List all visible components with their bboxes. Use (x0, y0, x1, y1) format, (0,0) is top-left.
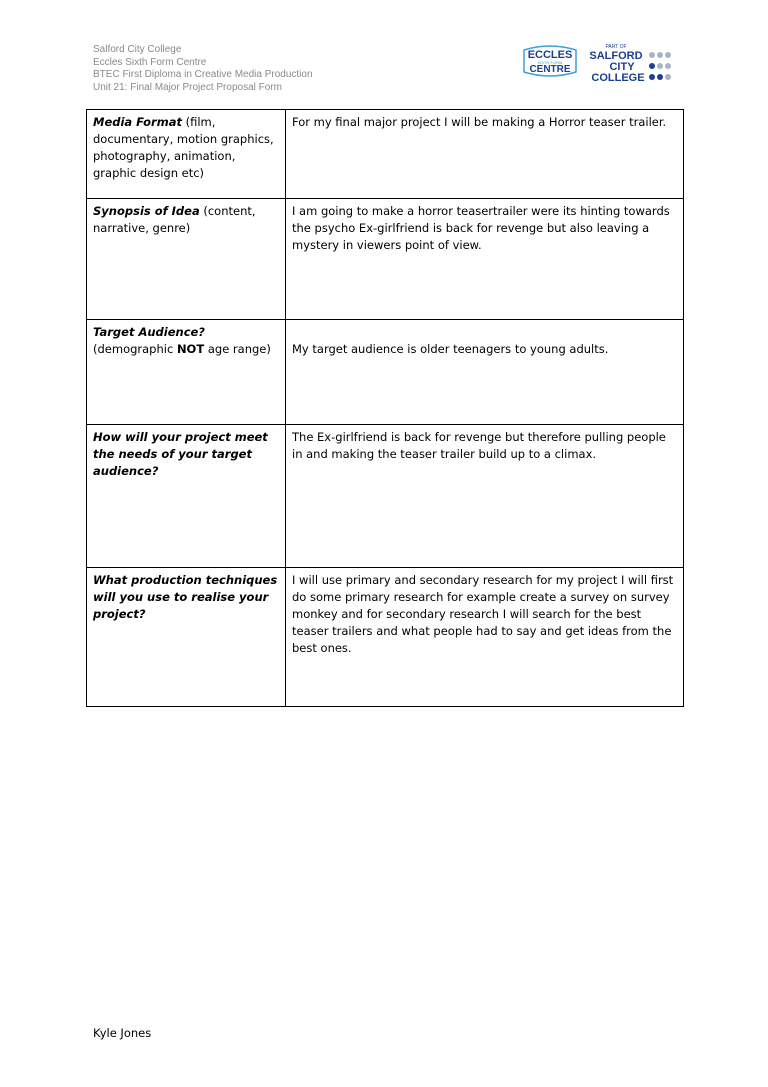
document-header (93, 44, 313, 94)
question-hint: (film, documentary, motion graphics, photography, animation, graphic design etc) (93, 115, 274, 180)
table-row (87, 320, 684, 425)
answer-text: For my final major project I will be making a Horror teaser trailer. (292, 115, 667, 129)
question-cell (87, 110, 286, 199)
question-hint-emphasis: NOT (176, 342, 205, 356)
question-label: Target Audience? (93, 325, 205, 339)
eccles-centre-logo (520, 44, 580, 78)
question-hint-end: age range) (204, 342, 271, 356)
question-cell (87, 568, 286, 707)
table-row (87, 199, 684, 320)
answer-text: I will use primary and secondary research for my project I will first do some primary research for example create a survey on survey monkey and for secondary research I will search for the best teaser trailers and what people had to say and get ideas from the best ones. (292, 573, 674, 655)
question-cell (87, 425, 286, 568)
answer-cell (286, 320, 684, 425)
table-row (87, 568, 684, 707)
answer-text: The Ex-girlfriend is back for revenge but therefore pulling people in and making the teaser trailer build up to a climax. (292, 430, 666, 461)
question-label: How will your project meet the needs of your target audience? (93, 430, 268, 478)
answer-cell (286, 425, 684, 568)
answer-text: I am going to make a horror teasertrailer were its hinting towards the psycho Ex-girlfriend is back for revenge but also leaving a mystery in viewers point of view. (292, 204, 670, 252)
answer-text: My target audience is older teenagers to young adults. (292, 342, 609, 356)
eccles-logo-subtext: SIXTH FORM (537, 60, 563, 65)
part-of-label: PART OF (605, 44, 627, 50)
question-label: What production techniques will you use to realise your project? (93, 573, 278, 621)
dot-grid-icon (649, 52, 671, 80)
question-hint: (demographic (93, 342, 177, 356)
question-cell (87, 320, 286, 425)
salford-logo-line1: SALFORD (589, 50, 643, 62)
answer-cell (286, 110, 684, 199)
eccles-logo-text: ECCLES (527, 49, 573, 61)
salford-logo-line3: COLLEGE (591, 72, 645, 84)
salford-logo-line2: CITY (609, 61, 635, 73)
salford-city-college-logo (586, 42, 678, 84)
header-centre: Eccles Sixth Form Centre (93, 56, 207, 68)
question-cell (87, 199, 286, 320)
table-row (87, 425, 684, 568)
question-hint: (content, narrative, genre) (93, 204, 256, 235)
header-course: BTEC First Diploma in Creative Media Production (93, 69, 313, 80)
header-college: Salford City College (93, 44, 182, 55)
answer-cell (286, 199, 684, 320)
author-name: Kyle Jones (93, 1026, 152, 1040)
header-unit: Unit 21: Final Major Project Proposal Form (93, 81, 282, 93)
answer-cell (286, 568, 684, 707)
eccles-logo-centre: CENTRE (529, 64, 571, 75)
question-label: Media Format (93, 115, 182, 129)
table-row (87, 110, 684, 199)
proposal-form-table (86, 109, 684, 707)
question-label: Synopsis of Idea (93, 204, 200, 218)
